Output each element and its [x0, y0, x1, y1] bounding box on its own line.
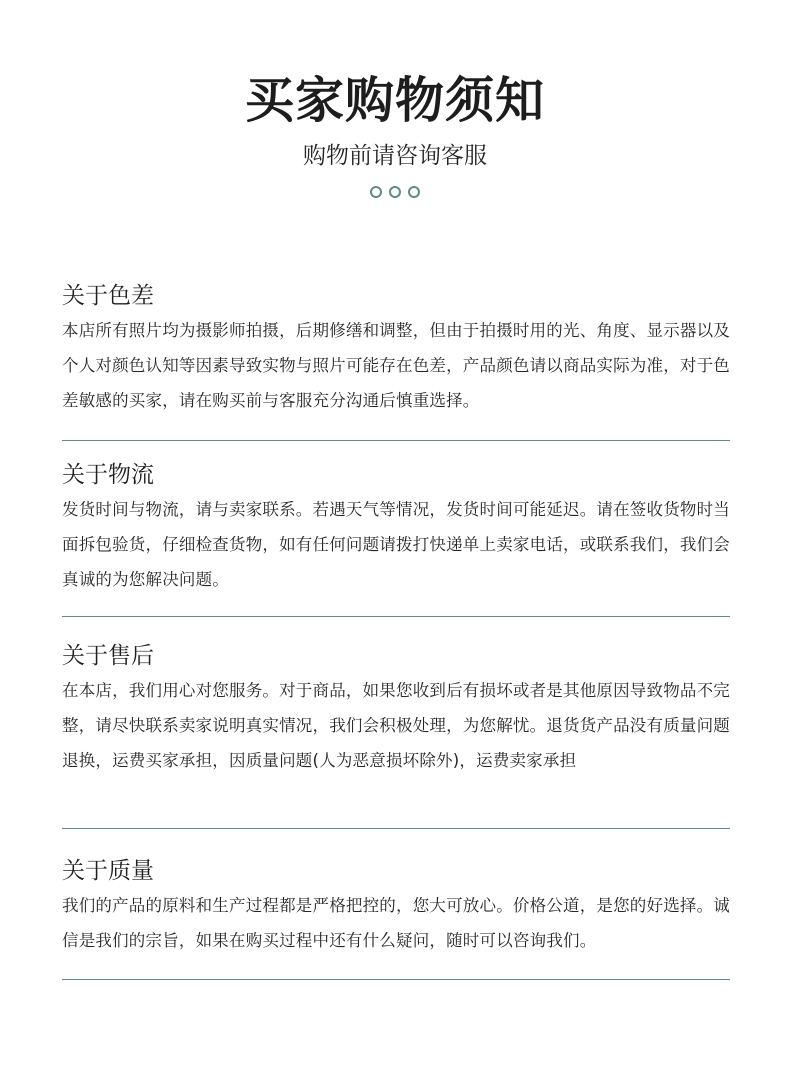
section-title: 关于物流: [62, 462, 154, 488]
section-body: 发货时间与物流，请与卖家联系。若遇天气等情况，发货时间可能延迟。请在签收货物时当面拆包验货，仔细检查货物，如有任何问题请拨打快递单上卖家电话，或联系我们，我们会真诚的为您解决问题。: [62, 500, 730, 589]
dot-icon: [408, 186, 420, 198]
decorative-dots: [370, 185, 420, 199]
section-logistics: [62, 460, 730, 597]
section-quality: [62, 856, 730, 958]
section-body: 我们的产品的原料和生产过程都是严格把控的，您大可放心。价格公道，是您的好选择。诚信是我们的宗旨，如果在购买过程中还有什么疑问，随时可以咨询我们。: [62, 896, 730, 950]
section-title: 关于色差: [62, 283, 154, 309]
section-divider: [62, 828, 730, 829]
section-body: 本店所有照片均为摄影师拍摄，后期修缮和调整，但由于拍摄时用的光、角度、显示器以及个人对颜色认知等因素导致实物与照片可能存在色差，产品颜色请以商品实际为准，对于色差敏感的买家，请在购买前与客服充分沟通后慎重选择。: [62, 321, 730, 410]
page-title: 买家购物须知: [244, 72, 545, 129]
section-title: 关于售后: [62, 643, 154, 669]
section-title: 关于质量: [62, 858, 154, 884]
section-color-difference: [62, 281, 730, 418]
page-subtitle: 购物前请咨询客服: [303, 143, 487, 169]
section-divider: [62, 979, 730, 980]
section-divider: [62, 616, 730, 617]
section-divider: [62, 440, 730, 441]
dot-icon: [389, 186, 401, 198]
dot-icon: [370, 186, 382, 198]
section-after-sales: [62, 641, 730, 778]
section-body: 在本店，我们用心对您服务。对于商品，如果您收到后有损坏或者是其他原因导致物品不完整，请尽快联系卖家说明真实情况，我们会积极处理，为您解忧。退货货产品没有质量问题退换，运费买家承担，因质量问题(人为恶意损坏除外)，运费卖家承担: [62, 681, 730, 770]
